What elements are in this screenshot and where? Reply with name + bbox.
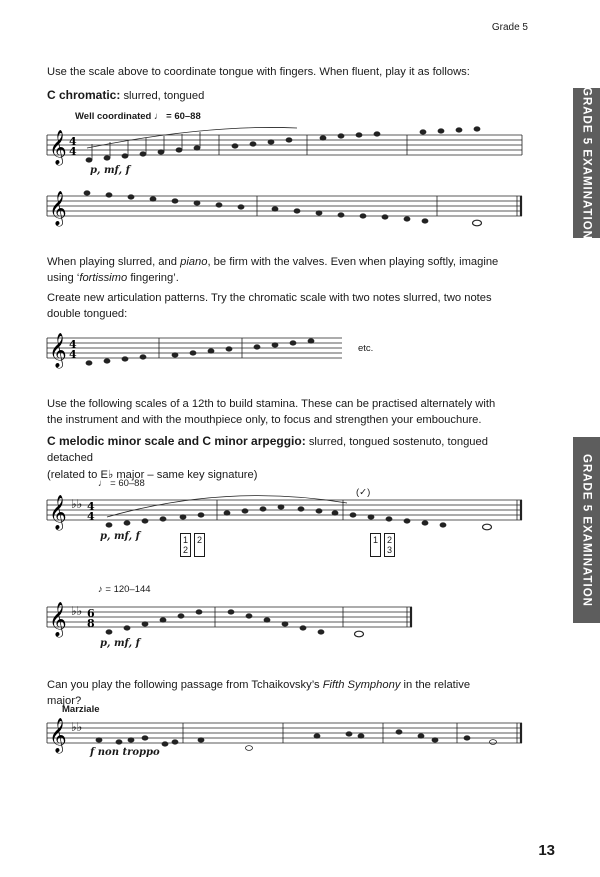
chromatic-heading-rest: slurred, tongued: [120, 90, 205, 102]
side-tab-lower-label: GRADE 5 EXAMINATION: [580, 453, 593, 607]
slurred-text-1: When playing slurred, and: [47, 256, 181, 268]
finger-box-1: 1 2 2: [180, 533, 205, 557]
articulation-paragraph: Create new articulation patterns. Try the chromatic scale with two notes slurred, two notes double tongued:: [47, 292, 492, 321]
slurred-paragraph: [47, 254, 507, 286]
staff-minor-2: [47, 602, 417, 642]
staff-minor-2-svg: [47, 602, 417, 642]
staff-chromatic-2: [47, 191, 527, 231]
tchaikovsky-title: Fifth Symphony: [322, 679, 401, 691]
twelfth-paragraph: Use the following scales of a 12th to build stamina. These can be practised alternately with the instrument and with the mouthpiece only, to focus and strengthen your embouchure.: [47, 398, 496, 427]
intro-text: Use the scale above to coordinate tongue with fingers. When fluent, play it as follows:: [47, 66, 470, 78]
tchaikovsky-paragraph: [47, 677, 507, 709]
minor-tempo-1: ♩ = 60–88: [98, 478, 145, 489]
chromatic-tempo: Well coordinated ♩ = 60–88: [75, 111, 201, 122]
svg-text:4: 4: [69, 135, 77, 148]
svg-text:4: 4: [69, 348, 77, 361]
svg-text:♭♭: ♭♭: [71, 604, 83, 618]
svg-text:4: 4: [69, 338, 77, 351]
side-tab-upper-label: GRADE 5 EXAMINATION: [580, 86, 593, 240]
staff-minor-1: [47, 495, 527, 535]
minor-dynamics-2: p, mf, f: [100, 638, 140, 649]
svg-text:6: 6: [87, 607, 95, 620]
svg-text:♭♭: ♭♭: [71, 720, 83, 734]
svg-text:4: 4: [87, 500, 95, 513]
staff-articulation: [47, 333, 347, 373]
etc-label: etc.: [358, 343, 374, 354]
chromatic-1-notes: [86, 127, 480, 162]
finger-box-2: 1 2 3: [370, 533, 395, 557]
staff-minor-1-svg: [47, 495, 527, 535]
treble-clef-icon: 𝄞: [49, 718, 67, 753]
slurred-text-2: , be firm with the valves. Even when playing softly, imagine using ‘: [47, 256, 499, 285]
treble-clef-icon: 𝄞: [49, 495, 67, 530]
svg-text:4: 4: [87, 510, 95, 523]
chromatic-heading: [47, 87, 507, 104]
breath-mark: (✓): [356, 487, 371, 498]
marziale-label: Marziale: [62, 704, 100, 715]
page-number: 13: [538, 842, 555, 859]
slurred-text-3: fingering’.: [127, 272, 179, 285]
tchaikovsky-text-1: Can you play the following passage from Tchaikovsky’s: [47, 679, 323, 691]
svg-text:♭♭: ♭♭: [71, 497, 83, 511]
minor-heading-note: (related to E♭ major – same key signature): [47, 468, 258, 481]
staff-chromatic-1-svg: [47, 130, 527, 170]
minor-tempo-2: ♪ = 120–144: [98, 584, 151, 595]
chromatic-dynamics: p, mf, f: [90, 165, 130, 176]
minor-heading-rest: slurred, tongued sostenuto, tongued detached: [47, 436, 488, 465]
treble-clef-icon: 𝄞: [49, 130, 67, 165]
side-tab-lower: [573, 437, 600, 623]
svg-text:4: 4: [69, 145, 77, 158]
staff-articulation-svg: [47, 333, 347, 373]
chromatic-heading-bold: C chromatic:: [47, 88, 121, 102]
staff-chromatic-1: [47, 130, 527, 170]
marziale-dynamics: f non troppo: [90, 747, 160, 758]
minor-dynamics: p, mf, f: [100, 531, 140, 542]
grade-header: Grade 5: [491, 22, 528, 33]
treble-clef-icon: 𝄞: [49, 602, 67, 637]
treble-clef-icon: 𝄞: [49, 191, 67, 226]
slurred-fortissimo: fortissimo: [79, 272, 128, 285]
minor-heading-bold: C melodic minor scale and C minor arpeggio:: [47, 434, 306, 448]
treble-clef-icon: 𝄞: [49, 333, 67, 368]
minor-heading: [47, 433, 507, 483]
svg-text:8: 8: [87, 617, 95, 630]
slurred-piano: piano: [180, 256, 208, 268]
staff-chromatic-2-svg: [47, 191, 527, 231]
tchaikovsky-text-2: in the relative major?: [47, 679, 471, 708]
side-tab-upper: [573, 88, 600, 238]
